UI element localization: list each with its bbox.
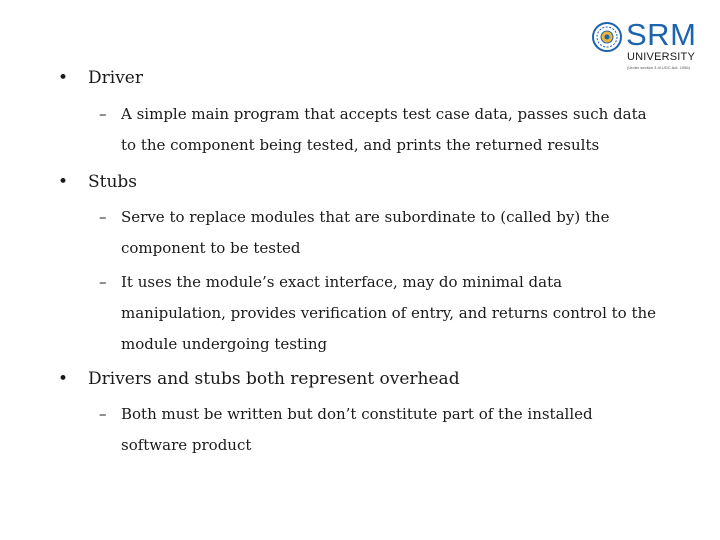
sub-bullet-marker: –: [99, 405, 107, 423]
bullet-text: Drivers and stubs both represent overhead: [88, 369, 460, 389]
sub-bullet-stubs-1: [99, 202, 659, 264]
sub-bullet-text: Serve to replace modules that are subordinate to (called by) the component to be tested: [121, 208, 610, 257]
logo-tagline: (Under section 3 of UGC Act, 1956): [627, 65, 690, 70]
sub-bullet-marker: –: [99, 105, 107, 123]
sub-bullet-driver-1: [99, 99, 659, 161]
logo-name: SRM: [626, 17, 697, 52]
sub-bullet-text: Both must be written but don’t constitute part of the installed software product: [121, 405, 593, 454]
srm-seal-icon: [592, 22, 622, 52]
sub-bullet-marker: –: [99, 273, 107, 291]
bullet-text: Stubs: [88, 172, 138, 192]
sub-bullet-text: A simple main program that accepts test case data, passes such data to the component being tested, and prints the returned results: [121, 105, 647, 154]
srm-university-logo: [592, 18, 702, 74]
sub-bullet-marker: –: [99, 208, 107, 226]
bullet-marker: •: [58, 68, 69, 88]
bullet-marker: •: [58, 369, 69, 389]
sub-bullet-stubs-2: [99, 267, 659, 360]
bullet-marker: •: [58, 172, 69, 192]
sub-bullet-text: It uses the module’s exact interface, may do minimal data manipulation, provides verification of entry, and returns control to the module undergoing testing: [121, 273, 657, 353]
bullet-text: Driver: [88, 68, 143, 88]
logo-subtitle: UNIVERSITY: [627, 51, 696, 63]
sub-bullet-overhead-1: [99, 399, 659, 461]
